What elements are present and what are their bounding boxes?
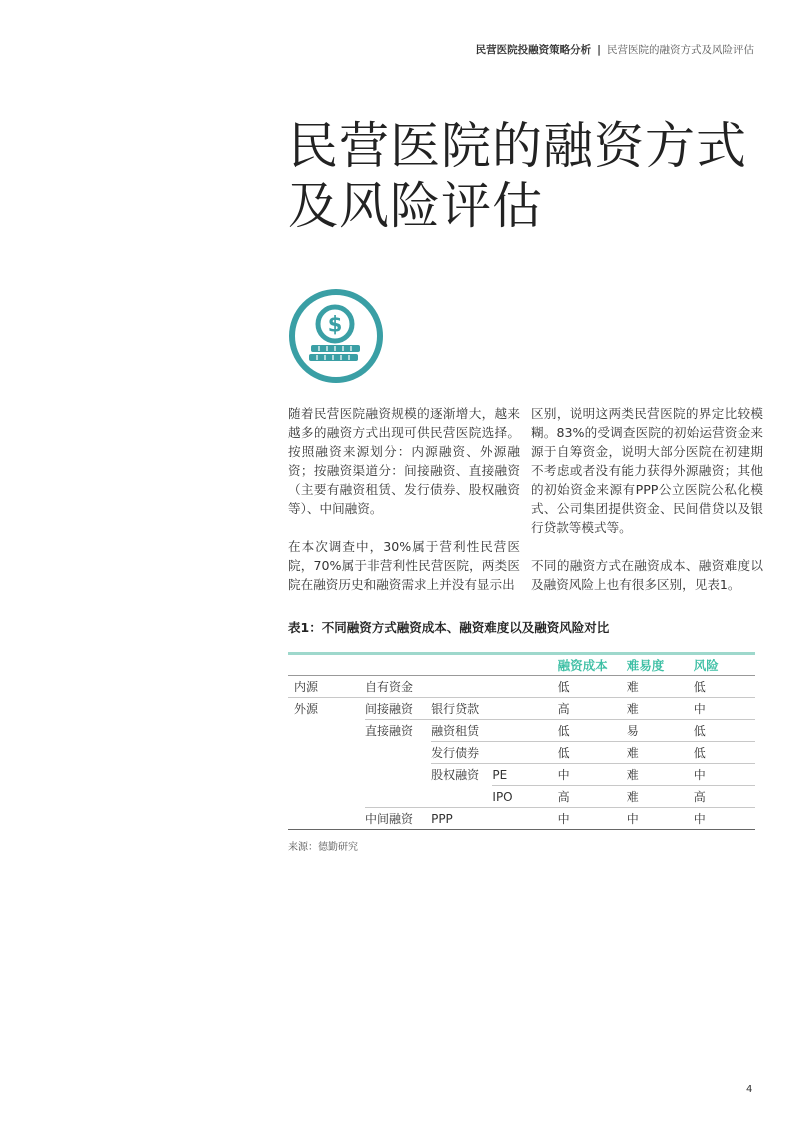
paragraph: 不同的融资方式在融资成本、融资难度以及融资风险上也有很多区别，见表1。: [531, 558, 763, 592]
cell-risk: 中: [694, 808, 755, 830]
cell-difficulty: 中: [627, 808, 694, 830]
cell-cost: 低: [558, 742, 627, 764]
table-row: [288, 676, 755, 698]
cell-difficulty: 难: [627, 742, 694, 764]
cell-sub: [492, 742, 557, 764]
table-row: [288, 720, 755, 742]
header-doc-title: 民营医院投融资策略分析: [475, 44, 592, 56]
cell-method: [431, 676, 492, 698]
header-cost: 融资成本: [558, 654, 627, 676]
cell-cost: 低: [558, 676, 627, 698]
header-cell-empty: [288, 654, 365, 676]
cell-channel: 间接融资: [365, 698, 431, 720]
paragraph: 区别，说明这两类民营医院的界定比较模糊。83%的受调查医院的初始运营资金来源于自筹资金，说明大部分医院在初建期不考虑或者没有能力获得外源融资；其他的初始资金来源有PPP公立医院公私化模式、公司集团提供资金、民间借贷以及银行贷款等模式等。: [531, 406, 763, 535]
table-row: [288, 698, 755, 720]
header-section-title: 民营医院的融资方式及风险评估: [607, 44, 754, 56]
body-column-right: [531, 404, 763, 613]
cell-cost: 高: [558, 698, 627, 720]
cell-sub: [492, 698, 557, 720]
cell-sub: [492, 808, 557, 830]
table-row: [288, 786, 755, 808]
cell-method: 发行债券: [431, 742, 492, 764]
header-difficulty: 难易度: [627, 654, 694, 676]
header-cell-empty: [492, 654, 557, 676]
cell-difficulty: 难: [627, 676, 694, 698]
cell-sub: [492, 720, 557, 742]
cell-source: 内源: [288, 676, 365, 698]
table-caption: 表1：不同融资方式融资成本、融资难度以及融资风险对比: [288, 620, 610, 635]
page-title: [288, 116, 758, 236]
table-row: [288, 742, 755, 764]
paragraph: 随着民营医院融资规模的逐渐增大，越来越多的融资方式出现可供民营医院选择。按照融资来源划分：内源融资、外源融资；按融资渠道分：间接融资、直接融资（主要有融资租赁、发行债券、股权融资等）、中间融资。: [288, 406, 520, 516]
cell-risk: 中: [694, 764, 755, 786]
cell-cost: 低: [558, 720, 627, 742]
page-number: 4: [746, 1084, 753, 1095]
cell-channel: [365, 786, 431, 808]
body-column-left: [288, 404, 520, 613]
header-cell-empty: [365, 654, 431, 676]
cell-difficulty: 难: [627, 764, 694, 786]
cell-method: 股权融资: [431, 768, 480, 783]
cell-difficulty: 易: [627, 720, 694, 742]
cell-cost: 中: [558, 764, 627, 786]
paragraph: 在本次调查中，30%属于营利性民营医院，70%属于非营利性民营医院，两类医院在融资历史和融资需求上并没有显示出: [288, 539, 520, 592]
cell-sub: [492, 676, 557, 698]
cell-cost: 中: [558, 808, 627, 830]
page-title-line-2: 及风险评估: [288, 177, 543, 235]
page-title-line-1: 民营医院的融资方式: [288, 117, 747, 175]
cell-risk: 低: [694, 720, 755, 742]
dollar-coins-icon: [288, 288, 384, 384]
running-header: [476, 42, 754, 57]
cell-sub: PE: [492, 764, 557, 786]
header-risk: 风险: [694, 654, 755, 676]
cell-risk: 低: [694, 676, 755, 698]
financing-comparison-table: [288, 652, 755, 830]
table-source-note: 来源：德勤研究: [288, 842, 358, 853]
cell-sub: IPO: [492, 786, 557, 808]
cell-method: [431, 786, 492, 808]
cell-method: 银行贷款: [431, 698, 492, 720]
cell-cost: 高: [558, 786, 627, 808]
table-row: [288, 808, 755, 830]
cell-method: PPP: [431, 808, 492, 830]
header-cell-empty: [431, 654, 492, 676]
cell-risk: 高: [694, 786, 755, 808]
cell-risk: 低: [694, 742, 755, 764]
header-separator: |: [597, 44, 601, 56]
cell-channel: 直接融资: [365, 724, 414, 739]
cell-source: 外源: [294, 702, 319, 717]
cell-difficulty: 难: [627, 698, 694, 720]
cell-source: [288, 742, 365, 764]
cell-source: [288, 764, 365, 786]
table-header-row: [288, 654, 755, 676]
cell-source: [288, 808, 365, 830]
cell-channel: 自有资金: [365, 676, 431, 698]
cell-source: [288, 720, 365, 742]
cell-source: [288, 786, 365, 808]
cell-channel: [365, 764, 431, 786]
table-row: [288, 764, 755, 786]
cell-channel: 中间融资: [365, 808, 431, 830]
cell-channel: [365, 742, 431, 764]
cell-method: 融资租赁: [431, 720, 492, 742]
cell-difficulty: 难: [627, 786, 694, 808]
cell-risk: 中: [694, 698, 755, 720]
svg-text:$: $: [327, 312, 343, 337]
